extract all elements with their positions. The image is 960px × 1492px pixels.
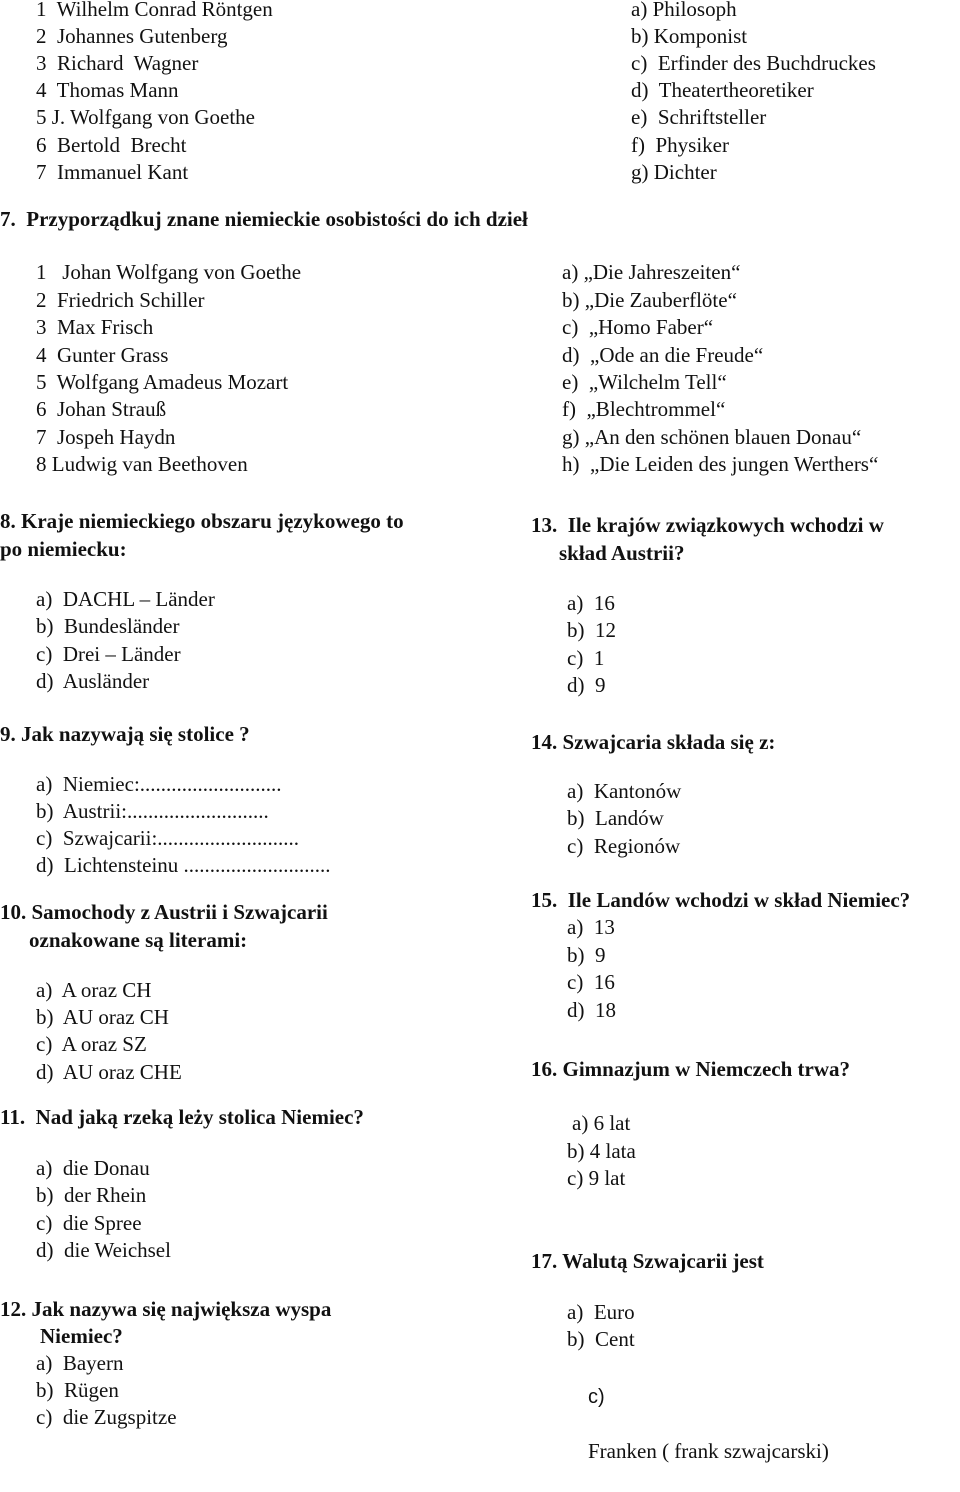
work-item: b) „Die Zauberflöte“ (562, 288, 737, 312)
person-item: 7 Immanuel Kant (36, 160, 189, 184)
option-item: b) der Rhein (36, 1183, 147, 1207)
option-item: d) Ausländer (36, 669, 150, 693)
person-item: 2 Friedrich Schiller (36, 288, 205, 312)
person-item: 4 Thomas Mann (36, 78, 179, 102)
role-item: c) Erfinder des Buchdruckes (631, 51, 876, 75)
role-item: b) Komponist (631, 24, 748, 48)
option-item: a) 6 lat (572, 1111, 631, 1135)
work-item: a) „Die Jahreszeiten“ (562, 260, 741, 284)
option-item: c) Szwajcarii:........................... (36, 826, 300, 850)
person-item: 1 Wilhelm Conrad Röntgen (36, 0, 273, 21)
option-item: c) die Zugspitze (36, 1405, 177, 1429)
option-item: d) die Weichsel (36, 1238, 171, 1262)
person-item: 3 Richard Wagner (36, 51, 199, 75)
option-item: d) AU oraz CHE (36, 1060, 182, 1084)
task12-title: 12. Jak nazywa się największa wyspa (0, 1297, 332, 1321)
person-item: 2 Johannes Gutenberg (36, 24, 228, 48)
task12-title-continued: Niemiec? (40, 1324, 123, 1348)
option-item: b) AU oraz CH (36, 1005, 169, 1029)
option-item: d) Lichtensteinu ............................ (36, 853, 331, 877)
option-item: b) Cent (567, 1327, 635, 1351)
option-item: b) Austrii:........................... (36, 799, 269, 823)
role-item: f) Physiker (631, 133, 729, 157)
option-item: b) 9 (567, 943, 606, 967)
task11-title: 11. Nad jaką rzeką leży stolica Niemiec? (0, 1105, 364, 1129)
option-item: a) 13 (567, 915, 615, 939)
option-item: a) Euro (567, 1300, 635, 1324)
work-item: f) „Blechtrommel“ (562, 397, 726, 421)
work-item: g) „An den schönen blauen Donau“ (562, 425, 862, 449)
option-item: c) Drei – Länder (36, 642, 181, 666)
person-item: 8 Ludwig van Beethoven (36, 452, 248, 476)
option-item: a) Kantonów (567, 779, 682, 803)
person-item: 1 Johan Wolfgang von Goethe (36, 260, 302, 284)
role-item: e) Schriftsteller (631, 105, 767, 129)
option-item: b) 12 (567, 618, 616, 642)
task9-title: 9. Jak nazywają się stolice ? (0, 722, 250, 746)
person-item: 4 Gunter Grass (36, 343, 169, 367)
option-item: c) Regionów (567, 834, 681, 858)
option-item: b) 4 lata (567, 1139, 636, 1163)
task10-title-continued: oznakowane są literami: (29, 928, 248, 952)
option-letter: c) (588, 1386, 605, 1408)
work-item: e) „Wilchelm Tell“ (562, 370, 727, 394)
option-item: a) A oraz CH (36, 978, 152, 1002)
option-item: d) 18 (567, 998, 616, 1022)
option-item: c) A oraz SZ (36, 1032, 147, 1056)
person-item: 6 Bertold Brecht (36, 133, 187, 157)
task8-title-continued: po niemiecku: (0, 537, 127, 561)
task8-title: 8. Kraje niemieckiego obszaru językowego to (0, 509, 404, 533)
option-item: a) Bayern (36, 1351, 124, 1375)
option-item: a) die Donau (36, 1156, 150, 1180)
task13-title-continued: skład Austrii? (559, 541, 685, 565)
option-item: b) Bundesländer (36, 614, 180, 638)
option-text: Franken ( frank szwajcarski) (588, 1439, 829, 1463)
role-item: d) Theatertheoretiker (631, 78, 814, 102)
work-item: c) „Homo Faber“ (562, 315, 714, 339)
task17-title: 17. Walutą Szwajcarii jest (531, 1249, 764, 1273)
task16-title: 16. Gimnazjum w Niemczech trwa? (531, 1057, 850, 1081)
option-item: c) 1 (567, 646, 605, 670)
option-item: c) 16 (567, 970, 615, 994)
option-item: d) 9 (567, 673, 606, 697)
option-item: b) Rügen (36, 1378, 119, 1402)
option-item: a) 16 (567, 591, 615, 615)
option-item: c) 9 lat (567, 1166, 626, 1190)
task10-title: 10. Samochody z Austrii i Szwajcarii (0, 900, 328, 924)
task14-title: 14. Szwajcaria składa się z: (531, 730, 776, 754)
person-item: 5 J. Wolfgang von Goethe (36, 105, 255, 129)
role-item: g) Dichter (631, 160, 717, 184)
work-item: d) „Ode an die Freude“ (562, 343, 764, 367)
role-item: a) Philosoph (631, 0, 737, 21)
task7-title: 7. Przyporządkuj znane niemieckie osobistości do ich dzieł (0, 207, 528, 231)
option-item: a) DACHL – Länder (36, 587, 215, 611)
option-item: a) Niemiec:........................... (36, 772, 282, 796)
option-item: b) Landów (567, 806, 664, 830)
person-item: 3 Max Frisch (36, 315, 154, 339)
work-item: h) „Die Leiden des jungen Werthers“ (562, 452, 879, 476)
person-item: 6 Johan Strauß (36, 397, 167, 421)
option-item (567, 1356, 829, 1492)
task13-title: 13. Ile krajów związkowych wchodzi w (531, 513, 884, 537)
person-item: 5 Wolfgang Amadeus Mozart (36, 370, 289, 394)
option-item: c) die Spree (36, 1211, 142, 1235)
task15-title: 15. Ile Landów wchodzi w skład Niemiec? (531, 888, 911, 912)
person-item: 7 Jospeh Haydn (36, 425, 176, 449)
